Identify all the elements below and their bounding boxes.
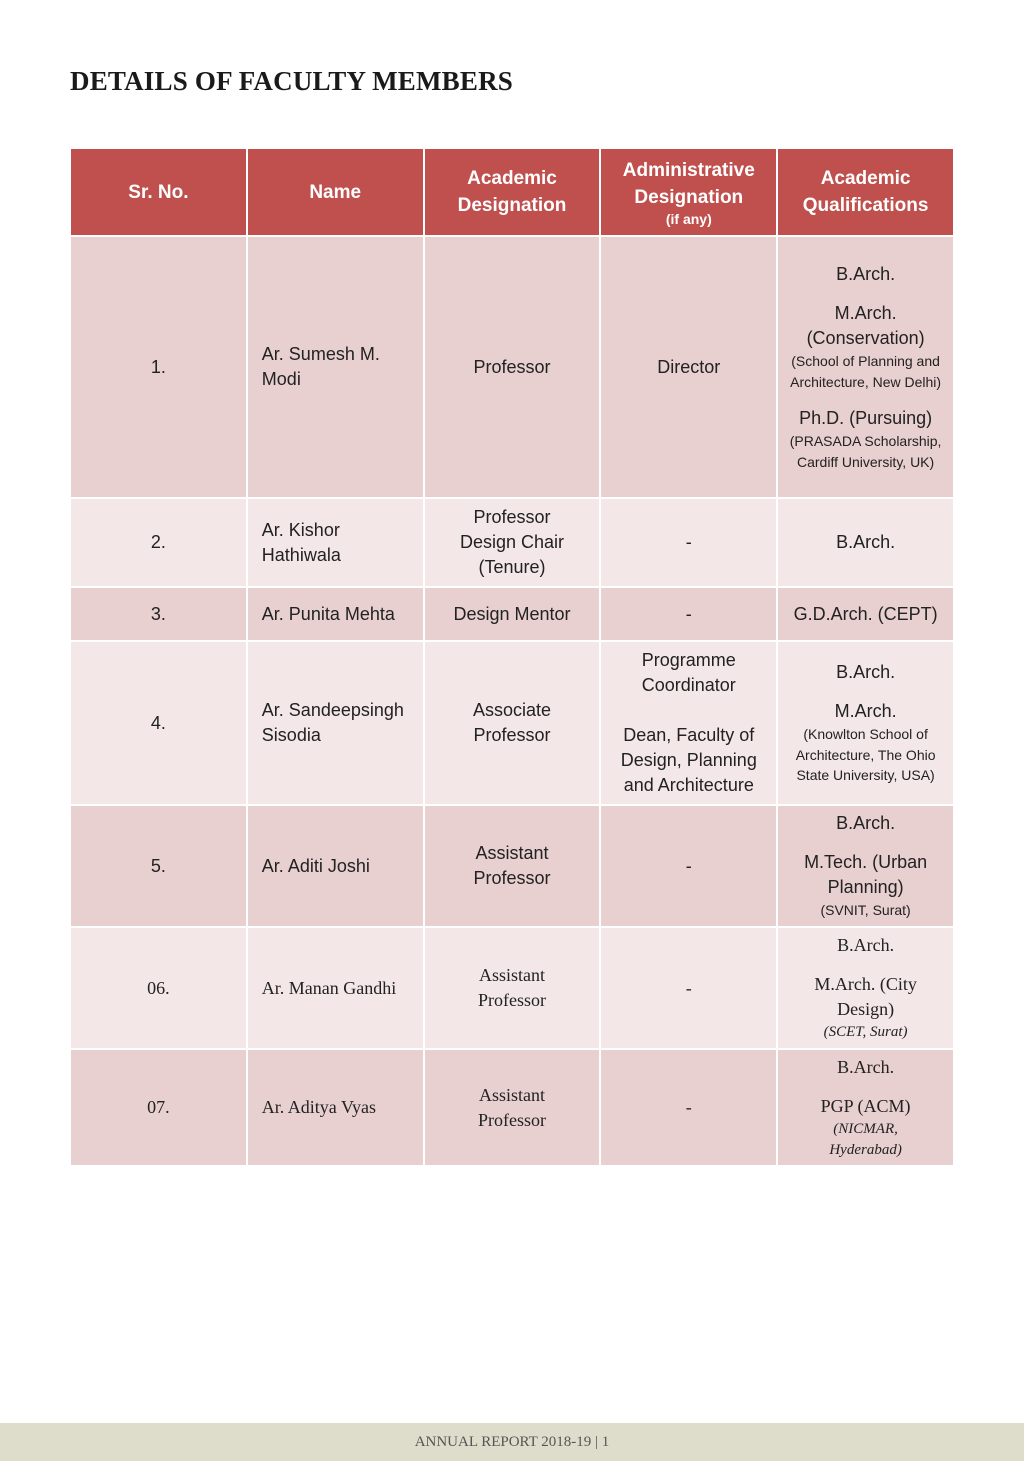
page-footer: ANNUAL REPORT 2018-19 | 1 [0,1423,1024,1461]
cell-qualifications [778,928,953,1048]
header-administrative-designation-note: (if any) [665,211,712,227]
qualification-degree: G.D.Arch. (CEPT) [793,603,938,624]
table-row [71,499,953,586]
cell-administrative-designation: - [601,806,776,926]
cell-academic-designation: Associate Professor [425,642,600,804]
table-row [71,642,953,804]
cell-qualifications [778,237,953,497]
qualification-institution: (PRASADA Scholarship, Cardiff University, UK) [789,433,942,470]
table-row [71,237,953,497]
qualification-degree: B.Arch. [836,813,896,834]
cell-administrative-designation: - [601,928,776,1048]
header-name: Name [248,149,423,235]
qualification-degree: B.Arch. [836,264,896,284]
cell-name: Ar. Manan Gandhi [248,928,423,1048]
cell-administrative-designation: Director [601,237,776,497]
qualification-degree: Ph.D. (Pursuing) [799,408,933,428]
cell-administrative-designation: - [601,1050,776,1165]
header-administrative-designation [601,149,776,235]
header-academic-designation: Academic Designation [425,149,600,235]
cell-qualifications [778,1050,953,1165]
faculty-table [69,147,955,1167]
cell-administrative-designation [601,642,776,804]
cell-sr-no: 4. [71,642,246,804]
cell-name: Ar. Aditi Joshi [248,806,423,926]
qualification-degree: M.Arch. (City Design) [814,974,917,1020]
cell-name: Ar. Aditya Vyas [248,1050,423,1165]
admin-designation-line: Programme Coordinator [641,650,736,695]
cell-sr-no: 2. [71,499,246,586]
cell-qualifications [778,642,953,804]
cell-academic-designation: Assistant Professor [425,1050,600,1165]
table-row [71,1050,953,1165]
table-row [71,588,953,640]
qualification-degree: B.Arch. [836,532,896,552]
cell-academic-designation: Professor Design Chair (Tenure) [425,499,600,586]
cell-sr-no: 1. [71,237,246,497]
table-row [71,928,953,1048]
cell-name: Ar. Sandeepsingh Sisodia [248,642,423,804]
header-academic-qualifications: Academic Qualifications [778,149,953,235]
cell-academic-designation: Professor [425,237,600,497]
cell-qualifications [778,806,953,926]
cell-academic-designation: Assistant Professor [425,928,600,1048]
qualification-degree: M.Arch. (Conservation) [806,303,925,348]
cell-academic-designation: Assistant Professor [425,806,600,926]
cell-name: Ar. Kishor Hathiwala [248,499,423,586]
page-title: DETAILS OF FACULTY MEMBERS [70,66,514,96]
cell-administrative-designation: - [601,588,776,640]
admin-designation-line: Dean, Faculty of Design, Planning and Architecture [620,725,757,795]
qualification-degree: PGP (ACM) [820,1096,911,1116]
qualification-degree: M.Arch. [834,701,897,722]
header-sr-no: Sr. No. [71,149,246,235]
qualification-institution: (SCET, Surat) [823,1024,908,1041]
table-row [71,806,953,926]
qualification-institution: (School of Planning and Architecture, New Delhi) [790,353,942,390]
cell-qualifications [778,499,953,586]
cell-qualifications [778,588,953,640]
cell-sr-no: 5. [71,806,246,926]
qualification-institution: (Knowlton School of Architecture, The Ohio State University, USA) [795,726,936,784]
cell-sr-no: 07. [71,1050,246,1165]
cell-sr-no: 06. [71,928,246,1048]
cell-academic-designation: Design Mentor [425,588,600,640]
cell-name: Ar. Sumesh M. Modi [248,237,423,497]
qualification-degree: B.Arch. [836,662,896,683]
qualification-institution: (SVNIT, Surat) [820,902,911,919]
cell-administrative-designation: - [601,499,776,586]
qualification-degree: B.Arch. [837,1057,895,1077]
qualification-degree: M.Tech. (Urban Planning) [804,852,928,898]
cell-name: Ar. Punita Mehta [248,588,423,640]
qualification-degree: B.Arch. [837,935,895,956]
table-header-row [71,149,953,235]
cell-sr-no: 3. [71,588,246,640]
qualification-institution: (NICMAR, Hyderabad) [829,1121,902,1158]
header-administrative-designation-label: Administrative Designation [622,160,755,208]
